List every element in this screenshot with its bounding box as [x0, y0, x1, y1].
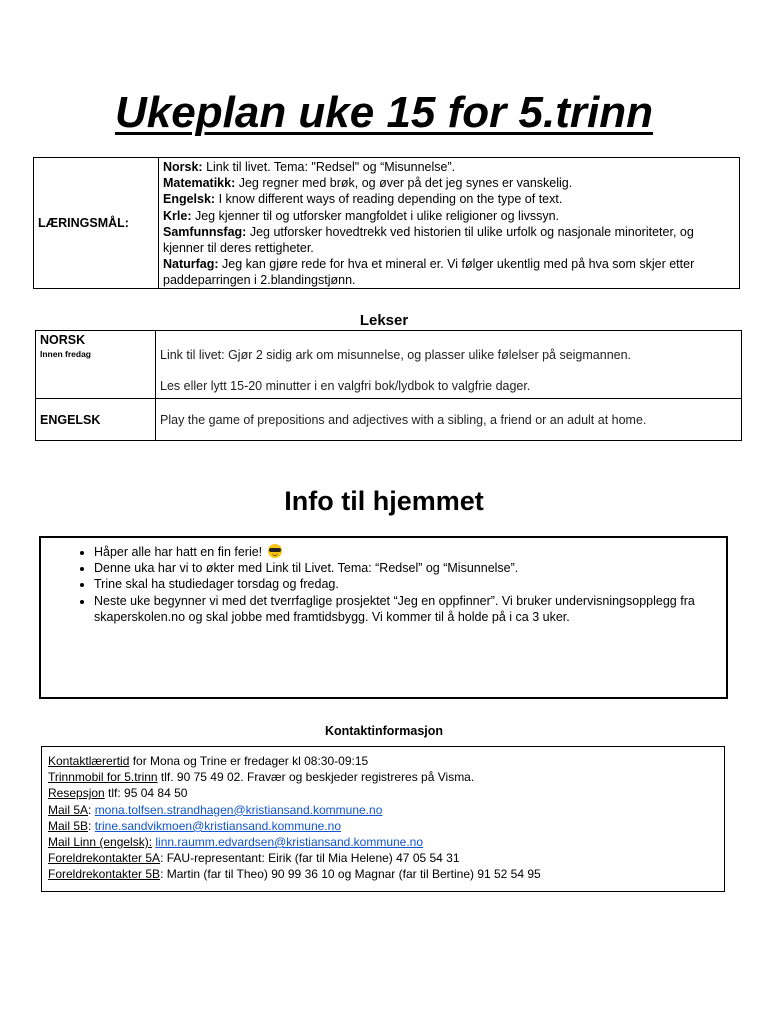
homework-row-engelsk	[36, 399, 741, 441]
homework-row-norsk	[36, 331, 741, 399]
email-link-5a[interactable]: mona.tolfsen.strandhagen@kristiansand.kommune.no	[94, 802, 383, 817]
sunglasses-emoji-icon	[268, 544, 282, 558]
info-item: • Denne uka har vi to økter med Link til Livet. Tema: “Redsel” og “Misunnelse”.	[94, 560, 726, 576]
homework-subject-cell	[36, 399, 156, 441]
learning-goals-label: LÆRINGSMÅL:	[34, 158, 159, 288]
contact-line: Kontaktlærertid for Mona og Trine er fredager kl 08:30-09:15	[48, 754, 369, 768]
homework-line: Play the game of prepositions and adjectives with a sibling, a friend or an adult at home.	[160, 413, 647, 427]
info-item: • Trine skal ha studiedager torsdag og fredag.	[94, 576, 726, 592]
contact-line: Resepsjon tlf: 95 04 84 50	[48, 786, 188, 801]
learning-goals-table	[33, 157, 740, 289]
contact-box	[41, 746, 725, 892]
email-link-linn[interactable]: linn.raumm.edvardsen@kristiansand.kommune.no	[155, 835, 424, 850]
homework-line: Link til livet: Gjør 2 sidig ark om misunnelse, og plasser ulike følelser på seigmannen.	[160, 348, 632, 362]
contact-line: Trinnmobil for 5.trinn tlf. 90 75 49 02. Fravær og beskjeder registreres på Visma.	[48, 770, 475, 785]
email-link-5b[interactable]: trine.sandvikmoen@kristiansand.kommune.no	[94, 818, 341, 833]
learning-goals-content	[159, 158, 739, 288]
contact-line: Mail Linn (engelsk): linn.raumm.edvardsen@kristiansand.kommune.no	[48, 835, 424, 850]
contact-line: Mail 5B: trine.sandvikmoen@kristiansand.kommune.no	[48, 818, 341, 833]
contact-line: Foreldrekontakter 5A: FAU-representant: Eirik (far til Mia Helene) 47 05 54 31	[48, 851, 460, 866]
homework-subject: ENGELSK	[40, 413, 101, 427]
homework-text-cell	[156, 331, 741, 398]
homework-deadline: Innen fredag	[40, 349, 92, 359]
info-item: • Neste uke begynner vi med det tverrfaglige prosjektet “Jeg en oppfinner”. Vi bruker undervisningsopplegg fra skaperskolen.no og skal jobbe med framtidsbygg. Vi kommer til å holde på i ca 3 uker.	[94, 593, 726, 625]
homework-subject-cell	[36, 331, 156, 398]
goal-norsk: Norsk: Link til livet. Tema: "Redsel" og “Misunnelse”.	[163, 160, 456, 174]
contact-line: Mail 5A: mona.tolfsen.strandhagen@kristiansand.kommune.no	[48, 802, 383, 817]
info-item: • Håper alle har hatt en fin ferie!	[94, 544, 726, 560]
page-title: Ukeplan uke 15 for 5.trinn	[115, 88, 653, 137]
info-box	[39, 536, 728, 699]
goal-naturfag: Naturfag: Jeg kan gjøre rede for hva et mineral er. Vi følger ukentlig med på hva som skjer etter paddeparringen i 2.blandingstjønn.	[163, 257, 695, 288]
contact-line: Foreldrekontakter 5B: Martin (far til Theo) 90 99 36 10 og Magnar (far til Bertine) 91 52 54 95	[48, 867, 541, 882]
info-heading: Info til hjemmet	[284, 486, 484, 516]
goal-krle: Krle: Jeg kjenner til og utforsker mangfoldet i ulike religioner og livssyn.	[163, 208, 560, 223]
homework-heading: Lekser	[359, 312, 409, 329]
homework-line: Les eller lytt 15-20 minutter i en valgfri bok/lydbok to valgfrie dager.	[160, 379, 531, 393]
goal-matematikk: Matematikk: Jeg regner med brøk, og øver på det jeg synes er vanskelig.	[163, 176, 573, 191]
goal-samfunnsfag: Samfunnsfag: Jeg utforsker hovedtrekk ved historien til ulike urfolk og nasjonale minoriteter, og kjenner til deres rettigheter.	[163, 224, 694, 256]
homework-table	[35, 330, 742, 441]
info-list	[41, 544, 726, 625]
homework-subject: NORSK	[40, 333, 86, 347]
contact-heading: Kontaktinformasjon	[324, 724, 444, 738]
homework-text-cell	[156, 399, 741, 441]
goal-engelsk: Engelsk: I know different ways of reading depending on the type of text.	[163, 192, 563, 207]
